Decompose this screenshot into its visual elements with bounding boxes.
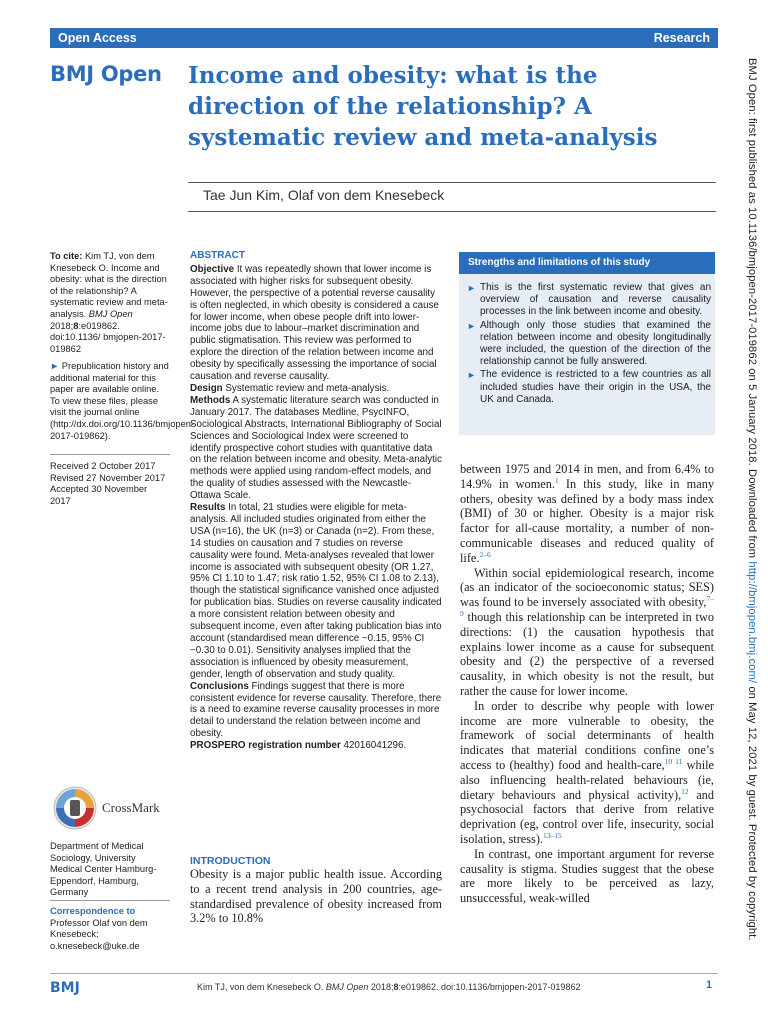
cite-volume: 8: [73, 320, 79, 331]
prospero-label: PROSPERO registration number: [190, 740, 341, 752]
objective-text: It was repeatedly shown that lower income is associated with higher risks for subsequent obesity. However, the perspective of a potential reverse causality is often neglected, in which obesity is considered a cause for lower income, when obese people drift into lower-income jobs due to labour–market discrimination and public stigmatisation. This review was performed to explore the direction of the relation between income and obesity by specifically assessing the importance of social causation and reverse causality.: [190, 263, 439, 383]
body-text-run: though this relationship can be interpreted in two directions: (1) the causation hypothesis that explains lower income as a cause for subsequent obesity and (2) the perspective of a reversed causality, in which obesity is not the result, but rather the cause for lower income.: [460, 609, 714, 698]
body-text: [460, 462, 714, 906]
body-text-run: Within social epidemiological research, income (as an indicator of the socioeconomic status; SES) was found to be inversely associated with obesity,: [460, 565, 714, 610]
strengths-heading: Strengths and limitations of this study: [459, 252, 715, 274]
cite-text: Kim TJ, von dem Knesebeck O. Income and obesity: what is the direction of the relationship? A systematic review and meta-analysis.: [50, 251, 168, 319]
list-item: [467, 282, 711, 319]
authors-divider: [188, 211, 716, 212]
notice-suffix: on May 12, 2021 by guest. Protected by copyright.: [746, 683, 758, 941]
crossmark-icon: [52, 785, 98, 831]
citation-ref[interactable]: 12: [681, 786, 689, 796]
design-text: Systematic review and meta-analysis.: [222, 382, 390, 394]
citation-ref[interactable]: 1: [554, 475, 559, 485]
body-text-run: and psychosocial factors that derive from relative deprivation (eg, control over life, insecurity, social isolation, stress).: [460, 787, 714, 846]
dates-block: [50, 461, 170, 507]
body-text-run: In this study, like in many others, obesity was defined by a body mass index (BMI) of 30 or higher. Obesity is a major risk factor for all-cause mortality, a number of non-communicable diseases and reduced quality of life.: [460, 476, 714, 565]
body-paragraph: [460, 699, 714, 847]
crossmark-badge[interactable]: [52, 785, 160, 831]
journal-logo: BMJ Open: [50, 62, 162, 86]
correspondence: [50, 906, 170, 952]
conclusions-label: Conclusions: [190, 680, 249, 692]
prospero-number: 42016041296.: [340, 740, 407, 752]
accepted-date: Accepted 30 November 2017: [50, 484, 148, 506]
article-title: Income and obesity: what is the direction of the relationship? A systematic review and meta-analysis: [188, 62, 658, 151]
abstract-conclusions: [190, 681, 442, 741]
download-notice: [746, 58, 758, 941]
footer-citation: [197, 982, 580, 992]
design-label: Design: [190, 382, 223, 394]
strengths-list: [467, 282, 711, 407]
research-label: Research: [653, 31, 710, 45]
strength-text: The evidence is restricted to a few countries as all included studies have their origin in the USA, the UK and Canada.: [480, 369, 711, 405]
revised-date: Revised 27 November 2017: [50, 472, 166, 483]
abstract-objective: [190, 264, 442, 383]
footer-cite-year: 2018;: [368, 982, 394, 992]
received-date: Received 2 October 2017: [50, 461, 156, 471]
body-paragraph: In contrast, one important argument for reverse causality is stigma. Studies suggest that the obese are more likely to be perceived as lazy, unsuccessful, weak-willed: [460, 846, 714, 906]
title-divider: [188, 182, 716, 183]
results-text: In total, 21 studies were eligible for meta-analysis. All included studies originated from either the USA (n=16), the UK (n=3) or Canada (n=2). From these, 14 studies on causation and 7 studies on reverse causality were found. Meta-analyses revealed that lower income is associated with subsequent obesity (OR 1.27, 95% CI 1.10 to 1.47; risk ratio 1.52, 95% CI 1.08 to 2.13), though the statistical significance vanished once adjusted for publication bias. Studies on reverse causality indicated a more consistent relation between obesity and subsequent income, even after taking publication bias into account (standardised mean difference −0.15, 95% CI −0.30 to 0.01). Sensitivity analyses implied that the association is influenced by obesity measurement, gender, length of observation and study quality.: [190, 502, 442, 680]
footer-cite-journal: BMJ Open: [325, 982, 369, 992]
notice-prefix: BMJ Open: first published as 10.1136/bmjopen-2017-019862 on 5 January 2018. Downloaded from: [746, 58, 758, 562]
authors: Tae Jun Kim, Olaf von dem Knesebeck: [203, 187, 445, 203]
introduction-text: Obesity is a major public health issue. According to a recent trend analysis in 200 countries, age-standardised prevalence of obesity increased from 3.2% to 10.8%: [190, 867, 442, 926]
objective-label: Objective: [190, 263, 235, 275]
methods-text: A systematic literature search was conducted in January 2017. The databases Medline, PsycINFO, Sociological Abstracts, International Bibliography of Social Sciences and Sociological Index were screened to identify prospective cohort studies with quantitative data on the relation between income and obesity. Meta-analytic methods were applied using random-effect models, and the quality of studies assessed with the Newcastle-Ottawa Scale.: [190, 394, 442, 502]
abstract: [190, 250, 442, 752]
body-paragraph: [460, 566, 714, 699]
citation-block: [50, 251, 170, 355]
cite-doi: :e019862. doi:10.1136/ bmjopen-2017-019862: [50, 320, 166, 354]
strength-text: Although only those studies that examined the relation between income and obesity longitudinally were included, the question of the direction of the relationship cannot be fully answered.: [480, 319, 711, 368]
affiliation: Department of Medical Sociology, University Medical Center Hamburg-Eppendorf, Hamburg, Germany: [50, 841, 157, 898]
list-item: [467, 320, 711, 369]
footer-divider: [50, 973, 718, 974]
footer-cite-doi: :e019862. doi:10.1136/bmjopen-2017-019862: [398, 982, 581, 992]
body-text-run: while also influencing health-related behaviours (ie, dietary behaviours and physical activity),: [460, 757, 714, 802]
crossmark-label: CrossMark: [102, 800, 160, 815]
methods-label: Methods: [190, 394, 231, 406]
sidebar-divider-2: [50, 900, 170, 901]
prepub-note: [50, 361, 195, 442]
cite-journal: BMJ Open: [88, 308, 133, 319]
prepub-arrow-icon: ►: [50, 361, 60, 371]
strength-text: This is the first systematic review that gives an overview of causation and reverse causality processes in the link between income and obesity.: [480, 282, 711, 318]
conclusions-text: Findings suggest that there is more consistent evidence for reverse causality. Therefore, there is a need to examine reverse causality processes in more detail to understand the relation between income and obesity.: [190, 680, 442, 740]
header-bar: [50, 28, 718, 48]
introduction-heading: INTRODUCTION: [190, 855, 271, 867]
open-access-label: Open Access: [58, 31, 137, 45]
footer-cite-authors: Kim TJ, von dem Knesebeck O.: [197, 982, 326, 992]
results-label: Results: [190, 502, 226, 514]
citation-ref[interactable]: 2–6: [479, 549, 491, 559]
abstract-methods: [190, 395, 442, 502]
triangle-bullet-icon: ►: [467, 370, 476, 381]
list-item: [467, 369, 711, 406]
body-text-run: between 1975 and 2014 in men, and from 6.4% to 14.9% in women.: [460, 462, 714, 491]
prepub-text[interactable]: Prepublication history and additional material for this paper are available online. To view these files, please visit the journal online (http://dx.doi.org/10.1136/bmjopen-2017-019862).: [50, 361, 195, 441]
page-number: 1: [706, 979, 713, 991]
triangle-bullet-icon: ►: [467, 283, 476, 293]
journal-link[interactable]: http://bmjopen.bmj.com/: [746, 561, 758, 684]
sidebar-divider-1: [50, 454, 170, 455]
cite-year: 2018;: [50, 320, 74, 331]
abstract-heading: ABSTRACT: [190, 250, 245, 261]
citation-ref[interactable]: 10 11: [664, 756, 683, 766]
body-text-run: In order to describe why people with lower income are more vulnerable to obesity, the framework of social determinants of health indicates that material conditions confine one’s access to (healthy) food and health-care,: [460, 698, 714, 772]
abstract-results: [190, 502, 442, 681]
cite-label: To cite:: [50, 251, 83, 261]
triangle-bullet-icon: ►: [467, 320, 476, 331]
bmj-logo: BMJ: [50, 980, 80, 996]
correspondence-text[interactable]: Professor Olaf von dem Knesebeck; o.knesebeck@uke.de: [50, 917, 148, 951]
abstract-design: [190, 383, 442, 395]
correspondence-label: Correspondence to: [50, 906, 136, 916]
citation-ref[interactable]: 7–9: [460, 594, 714, 618]
body-paragraph: [460, 462, 714, 566]
footer-cite-volume: 8: [393, 982, 399, 992]
citation-ref[interactable]: 13–15: [543, 830, 562, 840]
abstract-prospero: [190, 740, 442, 752]
